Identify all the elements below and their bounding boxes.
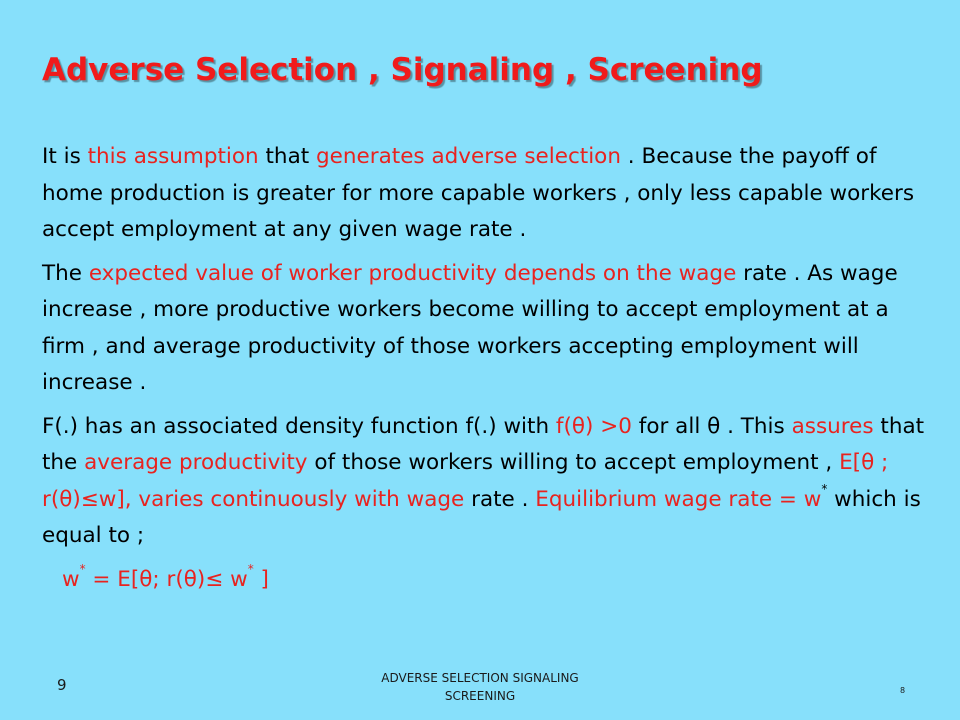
equation-text: = E[θ; r(θ)≤ w <box>85 566 248 592</box>
highlight-text: this assumption <box>87 144 259 169</box>
superscript-star: * <box>247 562 254 577</box>
slide-number-left: 9 <box>57 676 67 694</box>
text-run: of those workers willing to accept employment , <box>307 450 840 475</box>
equation-text: w <box>62 566 80 592</box>
highlight-text: expected value of worker productivity depends on the wage <box>88 260 737 286</box>
highlight-text: generates adverse selection <box>316 144 621 169</box>
text-run: rate . As wage increase , more productive workers become willing to accept employment at a firm , and average productivity of those workers accepting employment will increase . <box>42 260 898 395</box>
slide-number-right: 8 <box>900 686 906 695</box>
text-run: F(.) has an associated density function f(.) with <box>42 413 556 439</box>
equation-text: ] <box>253 566 269 592</box>
footer-line: ADVERSE SELECTION SIGNALING <box>381 671 579 685</box>
highlight-text: f(θ) >0 <box>555 413 632 439</box>
highlight-text: assures <box>791 413 874 439</box>
slide-title: Adverse Selection , Signaling , Screening <box>42 52 763 88</box>
text-run: The <box>42 260 89 286</box>
slide-body <box>42 139 932 605</box>
text-run: rate . <box>464 486 536 512</box>
paragraph-density-function <box>42 409 932 555</box>
text-run: It is <box>42 144 88 169</box>
highlight-text: average productivity <box>84 450 308 475</box>
footer-text <box>355 669 605 705</box>
text-run: that <box>258 144 317 169</box>
text-run: . Because the payoff of home production is greater for more capable workers , only less capable workers accept employment at any given wage rate . <box>42 144 915 242</box>
text-run: that the <box>42 413 925 475</box>
text-run: which is equal to ; <box>42 486 921 548</box>
paragraph-expected-value <box>42 256 932 402</box>
highlight-text: Equilibrium wage rate = w <box>535 486 822 512</box>
equilibrium-equation <box>62 562 932 599</box>
superscript-star: * <box>821 482 828 497</box>
paragraph-adverse-selection <box>42 139 932 249</box>
highlight-text: E[θ ; r(θ)≤w], varies continuously with wage <box>42 450 889 512</box>
text-run: for all θ . This <box>631 413 792 439</box>
footer-line: SCREENING <box>444 689 516 703</box>
superscript-star: * <box>79 562 86 577</box>
